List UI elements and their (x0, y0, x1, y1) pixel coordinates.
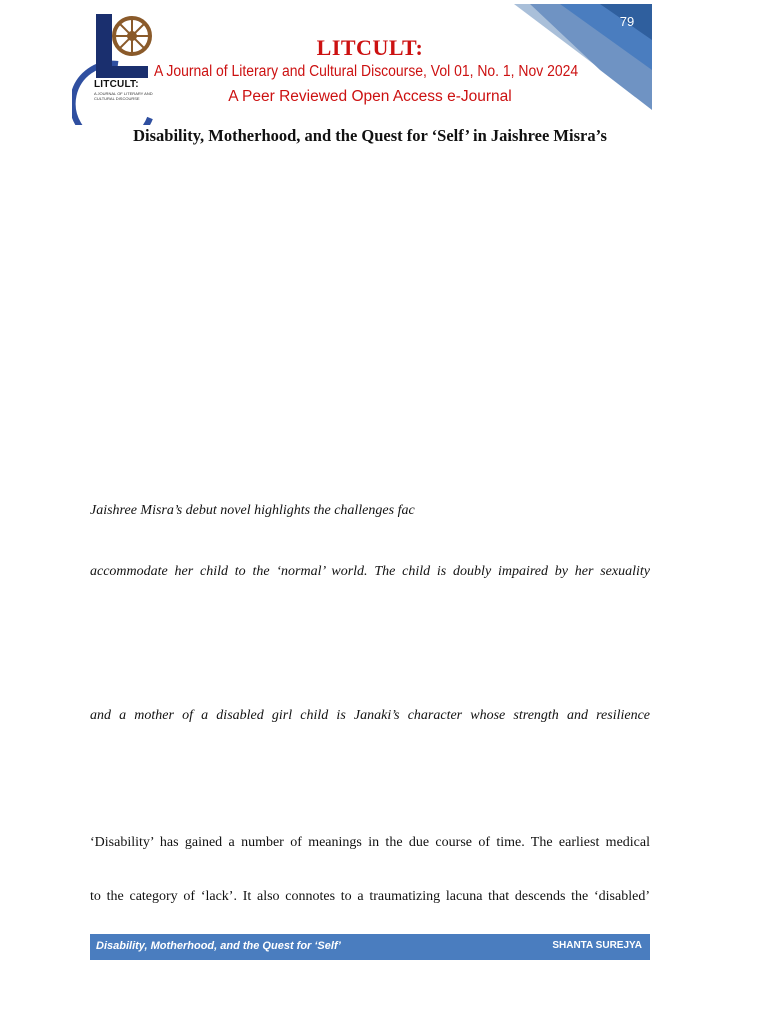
body-line-4: ‘Disability’ has gained a number of meanings in the due course of time. The earliest medical (90, 835, 650, 850)
body-line-5: to the category of ‘lack’. It also connotes to a traumatizing lacuna that descends the ‘disabled’ (90, 889, 650, 904)
logo-text: LITCULT: (94, 79, 139, 90)
body-line-1: Jaishree Misra’s debut novel highlights the challenges fac (90, 503, 415, 518)
article-title: Disability, Motherhood, and the Quest for ‘Self’ in Jaishree Misra’s (133, 126, 607, 145)
journal-peer-review-line: A Peer Reviewed Open Access e-Journal (228, 88, 512, 105)
footer-article-title: Disability, Motherhood, and the Quest for ‘Self’ (96, 940, 341, 952)
body-line-3: and a mother of a disabled girl child is Janaki’s character whose strength and resilience (90, 708, 650, 723)
body-line-2: accommodate her child to the ‘normal’ world. The child is doubly impaired by her sexuality (90, 564, 650, 579)
journal-logo (72, 10, 162, 125)
footer-author: SHANTA SUREJYA (552, 940, 642, 951)
journal-title: LITCULT: (316, 35, 424, 60)
journal-subtitle: A Journal of Literary and Cultural Discourse, Vol 01, No. 1, Nov 2024 (154, 63, 579, 80)
page-footer (90, 934, 650, 960)
logo-subtext: A JOURNAL OF LITERARY AND CULTURAL DISCOURSE (94, 91, 153, 101)
page-number: 79 (619, 14, 635, 29)
